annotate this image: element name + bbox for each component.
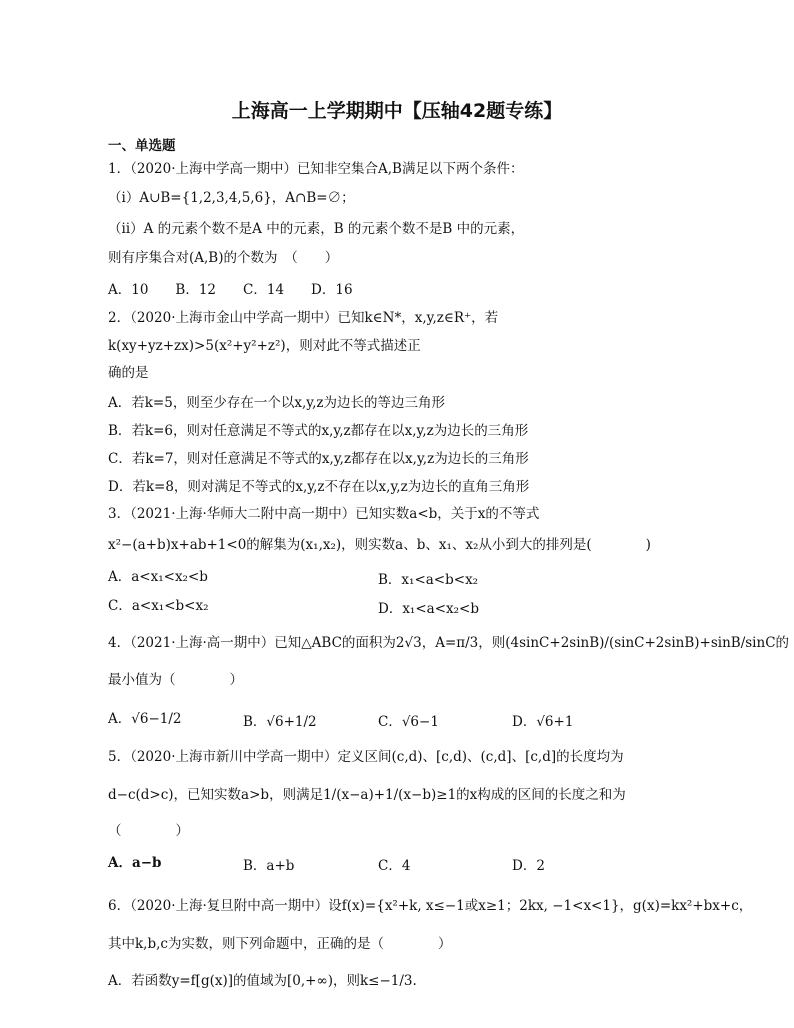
q2-option-c: C．若k=7，则对任意满足不等式的x,y,z都存在以x,y,z为边长的三角形 — [108, 451, 529, 467]
q5-option-b: B．a+b — [243, 858, 295, 874]
section-heading: 一、单选题 — [108, 138, 176, 154]
q5-option-d: D．2 — [512, 858, 545, 874]
q6-condition: 其中k,b,c为实数，则下列命题中，正确的是（ ） — [108, 936, 452, 952]
q1-stem: 1．（2020·上海中学高一期中）已知非空集合A,B满足以下两个条件： — [108, 161, 524, 177]
q1-condition-1: （ⅰ）A∪B={1,2,3,4,5,6}，A∩B=∅； — [108, 190, 355, 206]
q1-question: 则有序集合对(A,B)的个数为 （ ） — [108, 250, 339, 266]
q2-option-a: A．若k=5，则至少存在一个以x,y,z为边长的等边三角形 — [108, 395, 445, 411]
q6-option-a: A．若函数y=f[g(x)]的值域为[0,+∞)，则k≤−1/3. — [108, 973, 417, 989]
q3-option-c: C．a<x₁<b<x₂ — [108, 598, 209, 614]
q4-option-a: A．√6−1/2 — [108, 711, 182, 727]
q3-option-a: A．a<x₁<x₂<b — [108, 569, 208, 585]
q2-option-d: D．若k=8，则对满足不等式的x,y,z不存在以x,y,z为边长的直角三角形 — [108, 479, 530, 495]
q3-condition: x²−(a+b)x+ab+1<0的解集为(x₁,x₂)，则实数a、b、x₁、x₂从小到大的排列是( ) — [108, 537, 651, 553]
q5-question: （ ） — [108, 823, 189, 839]
q5-option-c: C．4 — [378, 858, 411, 874]
q2-condition: k(xy+yz+zx)>5(x²+y²+z²)，则对此不等式描述正 — [108, 338, 421, 354]
q4-option-d: D．√6+1 — [512, 714, 574, 730]
q3-option-b: B．x₁<a<b<x₂ — [378, 572, 479, 588]
q4-stem: 4．（2021·上海·高一期中）已知△ABC的面积为2√3，A=π/3，则(4sinC+2sinB)/(sinC+2sinB)+sinB/sinC的 — [108, 635, 790, 651]
q4-option-c: C．√6−1 — [378, 714, 439, 730]
q1-condition-2: （ⅱ）A 的元素个数不是A 中的元素，B 的元素个数不是B 中的元素， — [108, 221, 525, 237]
q5-stem: 5．（2020·上海市新川中学高一期中）定义区间(c,d)、[c,d)、(c,d]、[c,d]的长度均为 — [108, 749, 624, 765]
q1-options: A．10 B．12 C．14 D．16 — [108, 282, 353, 298]
q3-stem: 3．（2021·上海·华师大二附中高一期中）已知实数a<b，关于x的不等式 — [108, 506, 540, 522]
q4-option-b: B．√6+1/2 — [243, 714, 317, 730]
q2-stem: 2．（2020·上海市金山中学高一期中）已知k∈N*，x,y,z∈R⁺，若 — [108, 310, 499, 326]
q2-option-b: B．若k=6，则对任意满足不等式的x,y,z都存在以x,y,z为边长的三角形 — [108, 423, 529, 439]
q4-question: 最小值为（ ） — [108, 672, 243, 688]
q3-option-d: D．x₁<a<x₂<b — [378, 601, 479, 617]
document-title: 上海高一上学期期中【压轴42题专练】 — [231, 100, 563, 122]
q5-condition: d−c(d>c)，已知实数a>b，则满足1/(x−a)+1/(x−b)≥1的x构成的区间的长度之和为 — [108, 787, 626, 803]
q6-stem: 6．（2020·上海·复旦附中高一期中）设f(x)={x²+k, x≤−1或x≥1；2kx, −1<x<1}，g(x)=kx²+bx+c， — [108, 898, 753, 914]
q2-continuation: 确的是 — [108, 365, 149, 381]
q5-option-a: A．a−b — [108, 855, 162, 871]
